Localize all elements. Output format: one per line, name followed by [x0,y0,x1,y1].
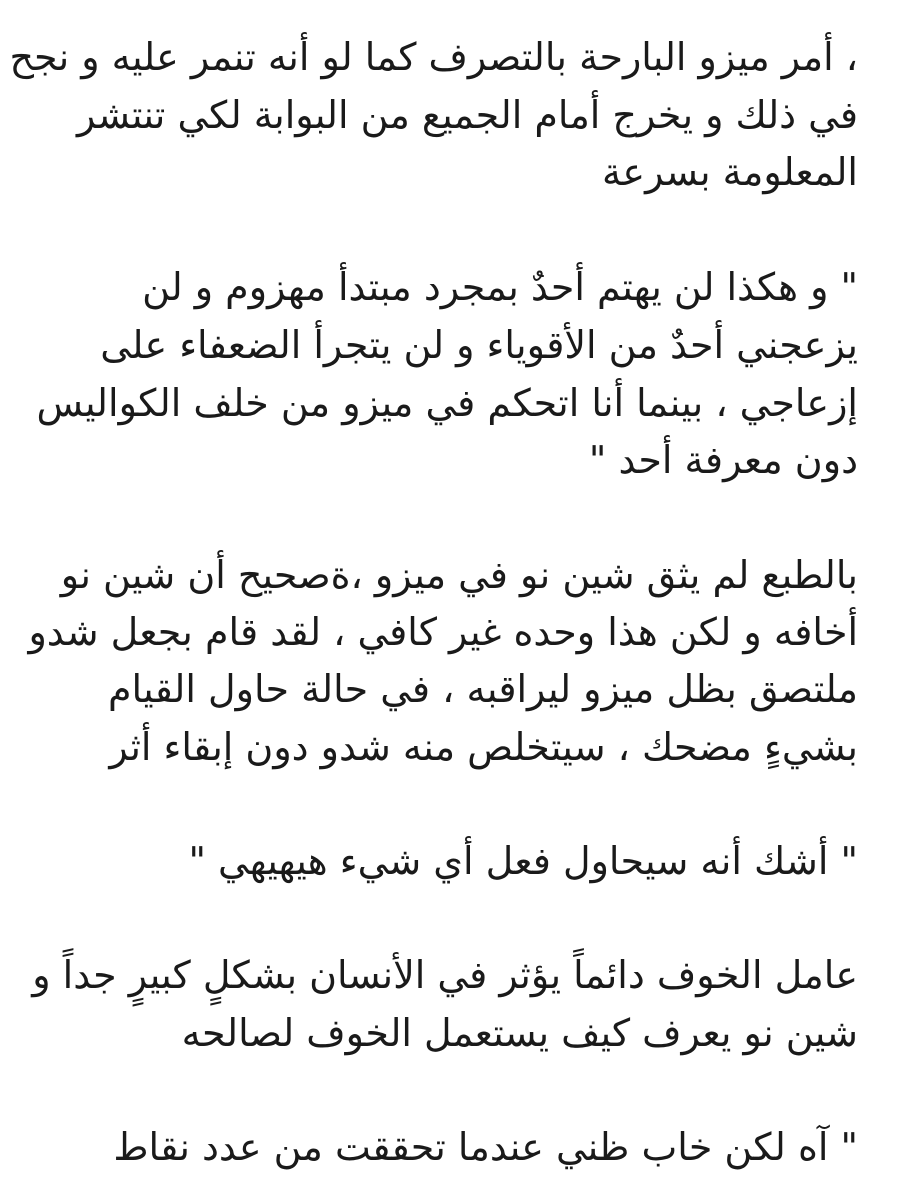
text-line: شين نو يعرف كيف يستعمل الخوف لصالحه [181,1011,858,1055]
text-line: المعلومة بسرعة [602,150,858,194]
text-line: يزعجني أحدٌ من الأقوياء و لن يتجرأ الضعفاء على [100,323,858,367]
text-line: ، أمر ميزو البارحة بالتصرف كما لو أنه تنمر عليه و نجح [9,35,858,79]
text-line: في ذلك و يخرج أمام الجميع من البوابة لكي تنتشر [76,93,858,137]
text-line: عامل الخوف دائماً يؤثر في الأنسان بشكلٍ كبيرٍ جداً و [32,953,858,997]
text-line: بالطبع لم يثق شين نو في ميزو ،ةصحيح أن شين نو [60,553,858,597]
text-line: أخافه و لكن هذا وحده غير كافي ، لقد قام بجعل شدو [28,610,858,654]
text-line: ملتصق بظل ميزو ليراقبه ، في حالة حاول القيام [108,667,858,711]
text-line: دون معرفة أحد " [588,438,858,482]
text-line: " و هكذا لن يهتم أحدٌ بمجرد مبتدأ مهزوم و لن [142,265,858,309]
text-line: " آه لكن خاب ظني عندما تحققت من عدد نقاط [113,1125,858,1169]
text-line: " أشك أنه سيحاول فعل أي شيء هيهيهي " [188,839,858,883]
text-line: إزعاجي ، بينما أنا اتحكم في ميزو من خلف الكواليس [36,381,858,425]
text-line: بشيءٍ مضحك ، سيتخلص منه شدو دون إبقاء أثر [109,725,858,769]
